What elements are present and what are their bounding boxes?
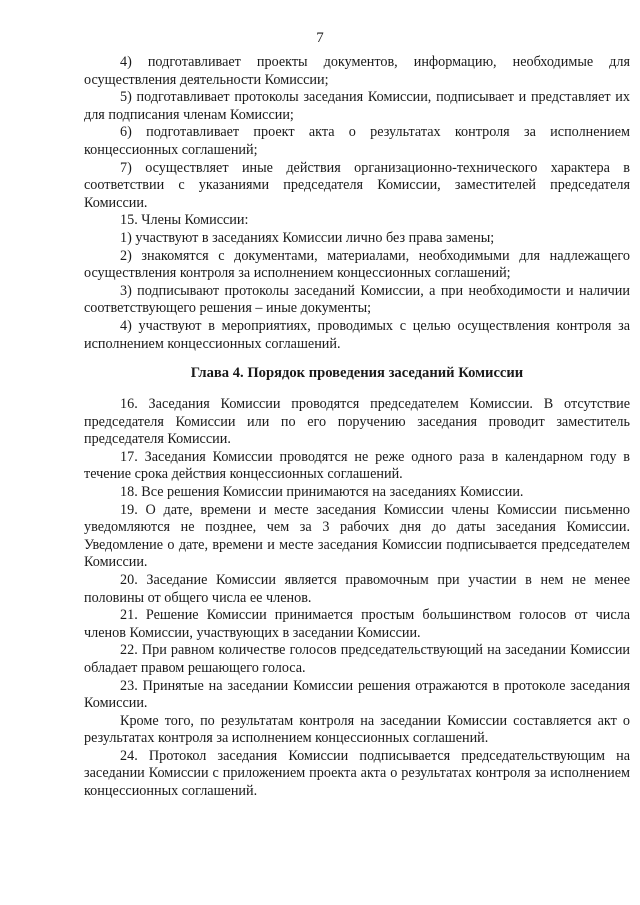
paragraph: 21. Решение Комиссии принимается простым большинством голосов от числа членов Комиссии, участвующих в заседании Комиссии.	[84, 607, 630, 641]
paragraph: 1) участвуют в заседаниях Комиссии лично без права замены;	[120, 229, 495, 246]
paragraph: 23. Принятые на заседании Комиссии решения отражаются в протоколе заседания Комиссии.	[84, 677, 630, 712]
paragraph: 19. О дате, времени и месте заседания Комиссии члены Комиссии письменно уведомляются не позднее, чем за 3 рабочих дня до даты заседания Комиссии. Уведомление о дате, времени и месте заседания Комиссии подписывается председателем Комиссии.	[84, 501, 630, 571]
paragraph: 4) подготавливает проекты документов, информацию, необходимые для осуществления деятельности Комиссии;	[84, 54, 630, 88]
paragraph: 4) участвуют в мероприятиях, проводимых с целью осуществления контроля за исполнением концессионных соглашений.	[84, 317, 630, 352]
paragraph: 24. Протокол заседания Комиссии подписывается председательствующим на заседании Комиссии с приложением проекта акта о результатах контроля за исполнением концессионных соглашений.	[84, 747, 630, 800]
section-top	[84, 54, 630, 353]
paragraph: 15. Члены Комиссии:	[120, 212, 249, 229]
paragraph: 3) подписывают протоколы заседаний Комиссии, а при необходимости и наличии соответствующего решения – иные документы;	[84, 282, 630, 317]
chapter-heading: Глава 4. Порядок проведения заседаний Комиссии	[190, 365, 524, 381]
paragraph: Кроме того, по результатам контроля на заседании Комиссии составляется акт о результатах контроля за исполнением концессионных соглашений.	[84, 712, 630, 747]
paragraph: 7) осуществляет иные действия организационно-технического характера в соответствии с указаниями председателя Комиссии, заместителей председателя Комиссии.	[84, 159, 630, 211]
section-bottom	[84, 365, 630, 801]
paragraph: 6) подготавливает проект акта о результатах контроля за исполнением концессионных соглашений;	[84, 124, 630, 158]
paragraph: 17. Заседания Комиссии проводятся не реже одного раза в календарном году в течение срока действия концессионных соглашений.	[84, 448, 630, 483]
paragraph: 2) знакомятся с документами, материалами, необходимыми для надлежащего осуществления контроля за исполнением концессионных соглашений;	[84, 247, 630, 282]
paragraph: 20. Заседание Комиссии является правомочным при участии в нем не менее половины от общего числа ее членов.	[84, 571, 630, 606]
paragraph: 16. Заседания Комиссии проводятся председателем Комиссии. В отсутствие председателя Комиссии или по его поручению заседания проводит заместитель председателя Комиссии.	[84, 396, 630, 448]
paragraph: 22. При равном количестве голосов председательствующий на заседании Комиссии обладает правом решающего голоса.	[84, 642, 630, 676]
paragraph: 18. Все решения Комиссии принимаются на заседаниях Комиссии.	[120, 483, 524, 500]
page-number: 7	[316, 30, 324, 46]
paragraph: 5) подготавливает протоколы заседания Комиссии, подписывает и представляет их для подписания членам Комиссии;	[84, 89, 630, 123]
